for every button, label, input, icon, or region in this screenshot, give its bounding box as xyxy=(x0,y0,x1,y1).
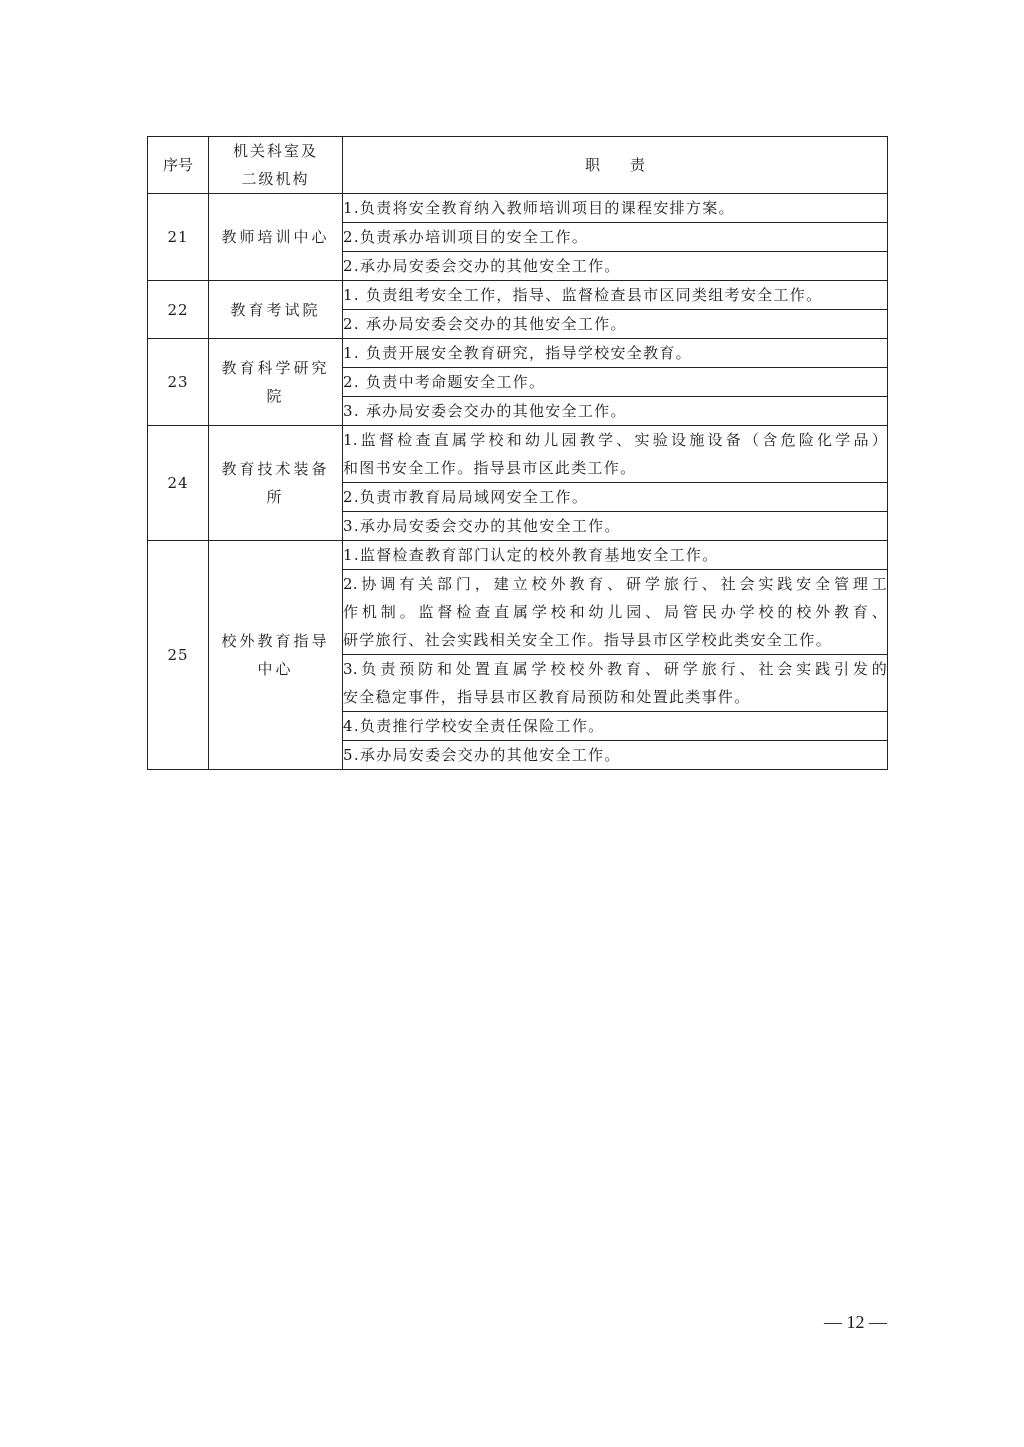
table-body xyxy=(148,194,888,770)
org-name xyxy=(209,281,343,339)
duty-text-line: 和图书安全工作。指导县市区此类工作。 xyxy=(343,459,637,477)
header-dept xyxy=(209,137,343,194)
duty-text-line: 3.承办局安委会交办的其他安全工作。 xyxy=(343,517,621,535)
duty-text-line: 1.监督检查直属学校和幼儿园教学、实验设施设备（含危险化学品） xyxy=(343,431,887,449)
header-dept-line2: 二级机构 xyxy=(241,170,310,188)
duty-text-line: 3.负责预防和处置直属学校校外教育、研学旅行、社会实践引发的 xyxy=(343,660,887,678)
row-number: 21 xyxy=(148,194,209,281)
duty-text-line: 2. 承办局安委会交办的其他安全工作。 xyxy=(343,315,627,333)
org-name xyxy=(209,541,343,770)
org-name-line: 中心 xyxy=(257,660,294,678)
org-name-line: 教育科学研究 xyxy=(221,359,330,377)
duty-cell xyxy=(343,194,888,223)
header-dept-line1: 机关科室及 xyxy=(232,142,318,160)
org-name-line: 院 xyxy=(266,387,285,405)
duty-cell xyxy=(343,512,888,541)
duty-cell xyxy=(343,655,888,712)
org-name xyxy=(209,426,343,541)
duty-text-line: 2.负责市教育局局域网安全工作。 xyxy=(343,488,589,506)
row-number: 24 xyxy=(148,426,209,541)
header-seq: 序号 xyxy=(148,137,209,194)
page-number: — 12 — xyxy=(824,1312,887,1332)
duty-cell xyxy=(343,570,888,655)
org-name-line: 教育技术装备 xyxy=(221,460,330,478)
row-number: 23 xyxy=(148,339,209,426)
duty-cell xyxy=(343,281,888,310)
duty-text-line: 1.负责将安全教育纳入教师培训项目的课程安排方案。 xyxy=(343,199,735,217)
duty-cell xyxy=(343,339,888,368)
duty-text-line: 4.负责推行学校安全责任保险工作。 xyxy=(343,717,605,735)
org-name-line: 教师培训中心 xyxy=(221,228,330,246)
table-row xyxy=(148,339,888,368)
org-name-line: 校外教育指导 xyxy=(221,632,330,650)
table-row xyxy=(148,281,888,310)
duty-text-line: 5.承办局安委会交办的其他安全工作。 xyxy=(343,746,621,764)
org-name xyxy=(209,194,343,281)
duty-text-line: 研学旅行、社会实践相关安全工作。指导县市区学校此类安全工作。 xyxy=(343,631,833,649)
duty-text-line: 3. 承办局安委会交办的其他安全工作。 xyxy=(343,402,627,420)
duty-text-line: 2.协调有关部门，建立校外教育、研学旅行、社会实践安全管理工 xyxy=(343,575,887,593)
duty-cell xyxy=(343,397,888,426)
duty-cell xyxy=(343,426,888,483)
duty-cell xyxy=(343,741,888,770)
duty-text-line: 1. 负责组考安全工作，指导、监督检查县市区同类组考安全工作。 xyxy=(343,286,823,304)
row-number: 22 xyxy=(148,281,209,339)
header-duty: 职 责 xyxy=(343,137,888,194)
duty-text-line: 2.负责承办培训项目的安全工作。 xyxy=(343,228,589,246)
org-name-line: 所 xyxy=(266,488,285,506)
duty-text-line: 2.承办局安委会交办的其他安全工作。 xyxy=(343,257,621,275)
duty-cell xyxy=(343,252,888,281)
row-number: 25 xyxy=(148,541,209,770)
duty-cell xyxy=(343,223,888,252)
org-name-line: 教育考试院 xyxy=(230,300,321,319)
duty-cell xyxy=(343,483,888,512)
responsibility-table xyxy=(147,136,888,770)
org-name xyxy=(209,339,343,426)
duty-cell xyxy=(343,712,888,741)
table-row xyxy=(148,194,888,223)
table-row xyxy=(148,541,888,570)
table-header xyxy=(148,137,888,194)
duty-text-line: 作机制。监督检查直属学校和幼儿园、局管民办学校的校外教育、 xyxy=(343,603,887,621)
duty-cell xyxy=(343,368,888,397)
duty-text-line: 1. 负责开展安全教育研究，指导学校安全教育。 xyxy=(343,344,692,362)
duty-text-line: 2. 负责中考命题安全工作。 xyxy=(343,373,546,391)
duty-cell xyxy=(343,310,888,339)
duty-text-line: 安全稳定事件，指导县市区教育局预防和处置此类事件。 xyxy=(343,688,751,706)
duty-text-line: 1.监督检查教育部门认定的校外教育基地安全工作。 xyxy=(343,546,719,564)
table-row xyxy=(148,426,888,483)
duty-cell xyxy=(343,541,888,570)
